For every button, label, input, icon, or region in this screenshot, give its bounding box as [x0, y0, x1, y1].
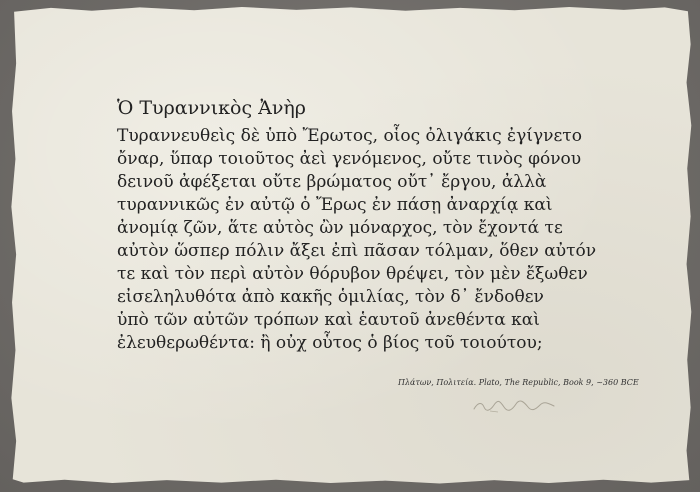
handwritten-signature	[470, 394, 560, 416]
verse-line: Τυραννευθεὶς δὲ ὑπὸ Ἔρωτος, οἷος ὀλιγάκις ἐγίγνετο	[117, 126, 582, 146]
verse-line: ἐλευθερωθέντα: ἢ οὐχ οὗτος ὁ βίος τοῦ τοιούτου;	[117, 333, 543, 353]
poem-citation: Πλάτων, Πολιτεία. Plato, The Republic, Book 9, ~360 BCE	[398, 378, 639, 387]
verse-line: ἀνομίᾳ ζῶν, ἅτε αὐτὸς ὢν μόναρχος, τὸν ἔχοντά τε	[117, 218, 563, 238]
verse-line: ὄναρ, ὕπαρ τοιοῦτος ἀεὶ γενόμενος, οὔτε τινὸς φόνου	[117, 149, 582, 169]
verse-line: τε καὶ τὸν περὶ αὐτὸν θόρυβον θρέψει, τὸν μὲν ἔξωθεν	[117, 264, 588, 284]
verse-line: δεινοῦ ἀφέξεται οὔτε βρώματος οὔτ᾽ ἔργου, ἀλλὰ	[117, 172, 547, 192]
verse-line: αὐτὸν ὥσπερ πόλιν ἄξει ἐπὶ πᾶσαν τόλμαν, ὅθεν αὐτόν	[117, 241, 597, 261]
poem-text-block	[117, 93, 597, 355]
poem-title: Ὁ Τυραννικὸς Ἀνὴρ	[117, 97, 306, 119]
verse-line: εἰσεληλυθότα ἀπὸ κακῆς ὁμιλίας, τὸν δ᾽ ἔνδοθεν	[117, 287, 544, 307]
verse-line: τυραννικῶς ἐν αὐτῷ ὁ Ἔρως ἐν πάσῃ ἀναρχίᾳ καὶ	[117, 195, 553, 215]
poem-verse	[117, 125, 597, 355]
verse-line: ὑπὸ τῶν αὐτῶν τρόπων καὶ ἑαυτοῦ ἀνεθέντα καὶ	[117, 310, 540, 330]
